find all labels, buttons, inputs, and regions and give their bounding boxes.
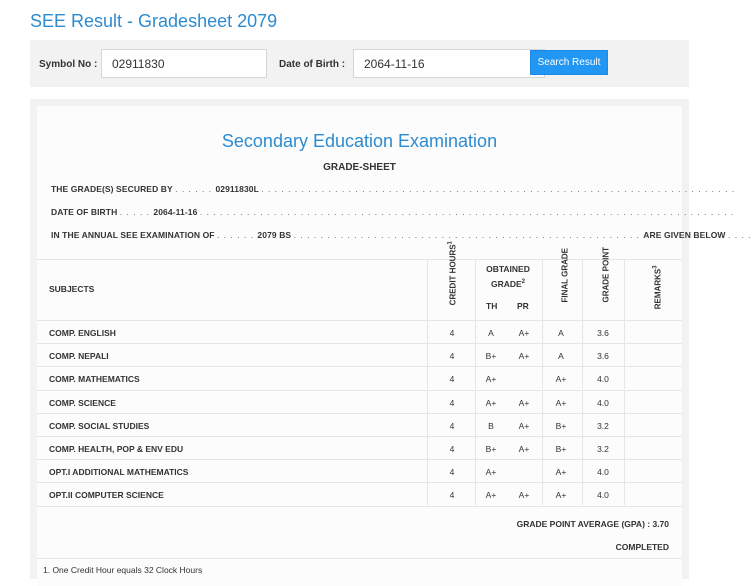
column-divider bbox=[582, 437, 583, 459]
th-grade-cell: A+ bbox=[485, 397, 497, 408]
final-grade-cell: A+ bbox=[555, 374, 567, 385]
date-of-birth-input[interactable] bbox=[353, 49, 545, 78]
exam-year-value: 2079 BS bbox=[257, 230, 292, 240]
column-divider bbox=[542, 260, 543, 320]
exam-title: Secondary Education Examination bbox=[221, 131, 498, 151]
table-row bbox=[37, 436, 682, 459]
pr-grade-cell: A+ bbox=[518, 351, 530, 362]
column-divider bbox=[427, 367, 428, 389]
credit-hours-cell: 4 bbox=[449, 328, 455, 338]
column-divider bbox=[542, 460, 543, 482]
column-divider bbox=[624, 391, 625, 413]
final-grade-cell: A+ bbox=[555, 490, 567, 501]
th-header: TH bbox=[486, 301, 498, 311]
column-divider bbox=[624, 414, 625, 436]
grade-point-cell: 3.6 bbox=[597, 351, 609, 362]
column-divider bbox=[475, 367, 476, 389]
secured-by-label: THE GRADE(S) SECURED BY bbox=[51, 184, 173, 194]
search-result-button[interactable]: Search Result bbox=[530, 50, 608, 75]
th-grade-cell: B+ bbox=[485, 351, 497, 362]
table-row bbox=[37, 413, 682, 436]
column-divider bbox=[427, 414, 428, 436]
column-divider bbox=[624, 437, 625, 459]
obtained-grade-header: OBTAINED GRADE$^2$ bbox=[486, 264, 530, 289]
grade-point-cell: 3.6 bbox=[597, 328, 609, 338]
column-divider bbox=[582, 460, 583, 482]
column-divider bbox=[475, 391, 476, 413]
column-divider bbox=[624, 367, 625, 389]
grade-point-cell: 3.2 bbox=[597, 444, 609, 454]
column-divider bbox=[582, 483, 583, 505]
pr-grade-cell: A+ bbox=[518, 328, 530, 338]
final-grade-cell: B+ bbox=[555, 420, 567, 431]
column-divider bbox=[475, 437, 476, 459]
grades-table-header bbox=[37, 241, 682, 320]
gradesheet-container bbox=[30, 99, 752, 579]
credit-hours-cell: 4 bbox=[449, 374, 455, 385]
final-grade-cell: A bbox=[558, 351, 564, 362]
column-divider bbox=[427, 483, 428, 505]
column-divider bbox=[427, 260, 428, 320]
pr-grade-cell: A+ bbox=[518, 490, 530, 501]
page-title: SEE Result - Gradesheet 2079 bbox=[30, 11, 278, 31]
column-divider bbox=[582, 344, 583, 366]
gpa-value: GRADE POINT AVERAGE (GPA) : 3.70 bbox=[516, 519, 669, 529]
table-row bbox=[37, 343, 682, 366]
th-grade-cell: A+ bbox=[485, 374, 497, 385]
th-grade-cell: A+ bbox=[485, 467, 497, 478]
exam-line-label: IN THE ANNUAL SEE EXAMINATION OF bbox=[51, 230, 215, 240]
final-grade-cell: A+ bbox=[555, 467, 567, 478]
column-divider bbox=[624, 260, 625, 320]
column-divider bbox=[427, 460, 428, 482]
column-divider bbox=[624, 460, 625, 482]
date-of-birth-line: DATE OF BIRTH . . . . . 2064-11-16 . . . . . . . . . . . . . . . . . . . . . . . . . . . . . . . . . . . . . . . . . . . . . . . . . . . . . . . . . . . . . . . . . . . . . . . . . . . . . . . . bbox=[51, 207, 735, 217]
symbol-no-label: Symbol No : bbox=[39, 59, 98, 70]
dob-line-label: DATE OF BIRTH bbox=[51, 207, 118, 217]
subject-cell: OPT.II COMPUTER SCIENCE bbox=[49, 490, 164, 501]
subject-cell: COMP. SOCIAL STUDIES bbox=[49, 420, 150, 431]
column-divider bbox=[475, 344, 476, 366]
final-grade-cell: A bbox=[558, 328, 564, 338]
grade-point-cell: 4.0 bbox=[597, 467, 609, 478]
secured-by-value: 02911830L bbox=[215, 184, 259, 194]
pr-grade-cell: A+ bbox=[518, 397, 530, 408]
column-divider bbox=[475, 483, 476, 505]
grade-point-cell: 4.0 bbox=[597, 374, 609, 385]
final-grade-header: FINAL GRADE bbox=[560, 247, 570, 303]
credit-hours-cell: 4 bbox=[449, 351, 455, 362]
column-divider bbox=[427, 344, 428, 366]
column-divider bbox=[582, 321, 583, 343]
grade-point-header: GRADE POINT bbox=[601, 246, 611, 303]
search-bar bbox=[30, 40, 689, 87]
subject-cell: COMP. HEALTH, POP & ENV EDU bbox=[49, 444, 184, 454]
th-grade-cell: B+ bbox=[485, 444, 497, 454]
subject-cell: COMP. NEPALI bbox=[49, 351, 109, 362]
final-grade-cell: B+ bbox=[555, 444, 567, 454]
credit-hours-cell: 4 bbox=[449, 444, 455, 454]
th-grade-cell: A bbox=[488, 328, 494, 338]
credit-hours-cell: 4 bbox=[449, 467, 455, 478]
subject-cell: COMP. MATHEMATICS bbox=[49, 374, 140, 385]
column-divider bbox=[542, 414, 543, 436]
table-bottom-border bbox=[37, 506, 682, 507]
credit-hours-cell: 4 bbox=[449, 420, 455, 431]
table-row bbox=[37, 459, 682, 482]
column-divider bbox=[542, 344, 543, 366]
credit-hours-cell: 4 bbox=[449, 397, 455, 408]
gradesheet bbox=[37, 106, 752, 586]
pr-grade-cell: A+ bbox=[518, 420, 530, 431]
column-divider bbox=[542, 367, 543, 389]
column-divider bbox=[475, 414, 476, 436]
column-divider bbox=[427, 437, 428, 459]
grade-point-cell: 4.0 bbox=[597, 490, 609, 501]
column-divider bbox=[582, 391, 583, 413]
footnote: 1. One Credit Hour equals 32 Clock Hours bbox=[43, 565, 203, 575]
dob-line-value: 2064-11-16 bbox=[153, 207, 198, 217]
column-divider bbox=[624, 483, 625, 505]
credit-hours-header: CREDIT HOURS$^1$ bbox=[447, 241, 458, 306]
column-divider bbox=[582, 414, 583, 436]
table-row bbox=[37, 390, 682, 413]
symbol-no-input[interactable] bbox=[101, 49, 267, 78]
column-divider bbox=[427, 391, 428, 413]
column-divider bbox=[542, 321, 543, 343]
footer-divider bbox=[37, 558, 682, 559]
column-divider bbox=[427, 321, 428, 343]
grade-point-cell: 3.2 bbox=[597, 420, 609, 431]
table-row bbox=[37, 482, 682, 505]
column-divider bbox=[582, 367, 583, 389]
secured-by-line: THE GRADE(S) SECURED BY . . . . . . 02911830L . . . . . . . . . . . . . . . . . . . . . . . . . . . . . . . . . . . . . . . . . . . . . . . . . . . . . . . . . . . . . . . . . . . . . . . bbox=[51, 184, 736, 194]
pr-grade-cell: A+ bbox=[518, 444, 530, 454]
exam-line-suffix: ARE GIVEN BELOW bbox=[643, 230, 726, 240]
column-divider bbox=[624, 344, 625, 366]
subject-cell: COMP. SCIENCE bbox=[49, 397, 116, 408]
remarks-header: REMARKS$^3$ bbox=[652, 265, 663, 310]
subject-cell: COMP. ENGLISH bbox=[49, 328, 116, 338]
column-divider bbox=[542, 483, 543, 505]
date-of-birth-label: Date of Birth : bbox=[279, 59, 346, 70]
exam-year-line: IN THE ANNUAL SEE EXAMINATION OF . . . . . . 2079 BS . . . . . . . . . . . . . . . . . . . . . . . . . . . . . . . . . . . . . . . . . . . . . . . . . . . . ARE GIVEN BELOW . . . . bbox=[51, 230, 752, 240]
subjects-header: SUBJECTS bbox=[49, 284, 95, 294]
pr-header: PR bbox=[517, 301, 529, 311]
subject-cell: OPT.I ADDITIONAL MATHEMATICS bbox=[49, 467, 189, 478]
th-grade-cell: B bbox=[488, 420, 494, 431]
grade-point-cell: 4.0 bbox=[597, 397, 609, 408]
credit-hours-cell: 4 bbox=[449, 490, 455, 501]
column-divider bbox=[475, 321, 476, 343]
gradesheet-subtitle: GRADE-SHEET bbox=[323, 162, 396, 173]
column-divider bbox=[624, 321, 625, 343]
result-status: COMPLETED bbox=[615, 542, 669, 552]
final-grade-cell: A+ bbox=[555, 397, 567, 408]
table-row bbox=[37, 366, 682, 389]
column-divider bbox=[475, 460, 476, 482]
column-divider bbox=[582, 260, 583, 320]
th-grade-cell: A+ bbox=[485, 490, 497, 501]
column-divider bbox=[475, 260, 476, 320]
table-row bbox=[37, 320, 682, 343]
column-divider bbox=[542, 391, 543, 413]
column-divider bbox=[542, 437, 543, 459]
